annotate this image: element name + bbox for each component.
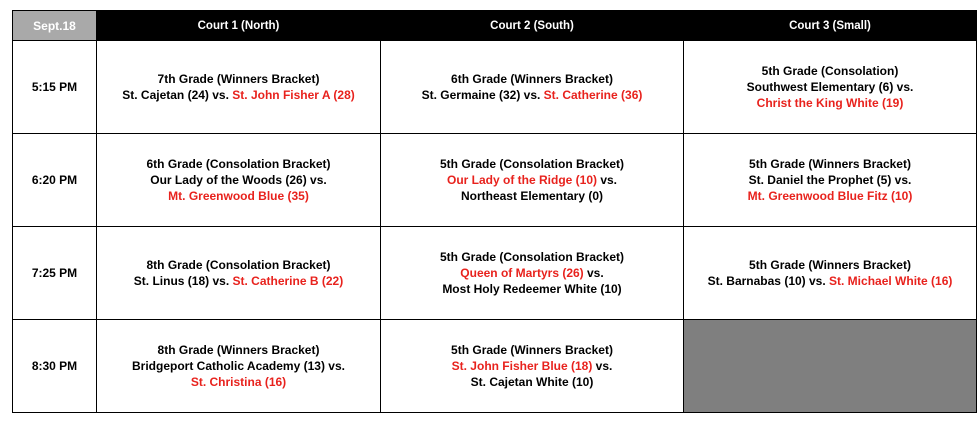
game-text: 8th Grade (Winners Bracket)	[157, 343, 320, 357]
game-line	[385, 342, 679, 358]
game-cell	[381, 227, 684, 320]
game-line	[101, 87, 376, 103]
game-line	[101, 71, 376, 87]
header-row	[13, 11, 977, 41]
game-text: St. Cajetan (24) vs.	[122, 88, 233, 102]
winner-team: St. Christina (16)	[190, 375, 287, 389]
winner-team: Our Lady of the Ridge (10)	[446, 173, 597, 187]
game-line	[688, 273, 972, 289]
table-row	[13, 320, 977, 413]
game-cell	[381, 134, 684, 227]
game-line	[385, 358, 679, 374]
time-cell: 7:25 PM	[13, 227, 97, 320]
game-line	[688, 156, 972, 172]
game-text: St. Linus (18) vs.	[133, 274, 233, 288]
court-header: Court 3 (Small)	[684, 11, 977, 41]
game-cell	[97, 41, 381, 134]
winner-team: St. Michael White (16)	[829, 274, 953, 288]
winner-team: Mt. Greenwood Blue (35)	[168, 189, 309, 203]
game-text: 8th Grade (Consolation Bracket)	[146, 258, 331, 272]
winner-team: St. John Fisher Blue (18)	[451, 359, 593, 373]
game-cell	[97, 320, 381, 413]
game-cell	[684, 41, 977, 134]
game-cell	[684, 227, 977, 320]
game-text: St. Cajetan White (10)	[470, 375, 594, 389]
game-line	[101, 172, 376, 188]
game-line	[688, 95, 972, 111]
game-line	[101, 374, 376, 390]
game-line	[101, 257, 376, 273]
game-cell	[684, 134, 977, 227]
game-line	[688, 257, 972, 273]
time-cell: 5:15 PM	[13, 41, 97, 134]
game-text: vs.	[592, 359, 613, 373]
winner-team: Mt. Greenwood Blue Fitz (10)	[747, 189, 913, 203]
game-line	[385, 71, 679, 87]
game-cell	[97, 227, 381, 320]
game-line	[101, 342, 376, 358]
time-cell: 6:20 PM	[13, 134, 97, 227]
table-row	[13, 134, 977, 227]
game-line	[688, 172, 972, 188]
game-line	[385, 87, 679, 103]
game-text: Most Holy Redeemer White (10)	[442, 282, 622, 296]
game-cell	[381, 41, 684, 134]
game-line	[385, 188, 679, 204]
court-header: Court 2 (South)	[381, 11, 684, 41]
game-line	[688, 79, 972, 95]
game-cell	[97, 134, 381, 227]
game-line	[101, 156, 376, 172]
game-text: Our Lady of the Woods (26) vs.	[150, 173, 327, 187]
court-header: Court 1 (North)	[97, 11, 381, 41]
winner-team: St. John Fisher A (28)	[232, 88, 355, 102]
game-line	[101, 188, 376, 204]
game-text: 5th Grade (Consolation Bracket)	[439, 157, 625, 171]
game-text: vs.	[597, 173, 618, 187]
game-text: 5th Grade (Winners Bracket)	[451, 343, 613, 357]
game-line	[385, 374, 679, 390]
game-line	[385, 265, 679, 281]
winner-team: St. Catherine (36)	[543, 88, 643, 102]
game-line	[688, 188, 972, 204]
game-line	[385, 249, 679, 265]
game-text: St. Barnabas (10) vs.	[707, 274, 830, 288]
game-text: 5th Grade (Consolation)	[761, 64, 899, 78]
date-header: Sept.18	[13, 11, 97, 41]
game-text: 5th Grade (Winners Bracket)	[749, 258, 911, 272]
schedule-table	[12, 10, 977, 413]
game-text: 5th Grade (Consolation Bracket)	[439, 250, 625, 264]
game-text: St. Germaine (32) vs.	[421, 88, 544, 102]
game-text: 5th Grade (Winners Bracket)	[749, 157, 911, 171]
time-cell: 8:30 PM	[13, 320, 97, 413]
game-cell	[381, 320, 684, 413]
winner-team: Queen of Martyrs (26)	[460, 266, 584, 280]
winner-team: Christ the King White (19)	[756, 96, 904, 110]
game-text: St. Daniel the Prophet (5) vs.	[748, 173, 912, 187]
game-text: Bridgeport Catholic Academy (13) vs.	[132, 359, 345, 373]
game-line	[385, 172, 679, 188]
schedule-body	[13, 41, 977, 413]
game-text: Northeast Elementary (0)	[460, 189, 604, 203]
table-row	[13, 41, 977, 134]
game-line	[385, 156, 679, 172]
empty-cell	[684, 320, 977, 413]
game-text: 6th Grade (Winners Bracket)	[451, 72, 613, 86]
game-line	[101, 358, 376, 374]
winner-team: St. Catherine B (22)	[232, 274, 344, 288]
game-line	[688, 63, 972, 79]
game-text: 7th Grade (Winners Bracket)	[157, 72, 320, 86]
game-text: 6th Grade (Consolation Bracket)	[146, 157, 331, 171]
game-line	[385, 281, 679, 297]
game-text: Southwest Elementary (6) vs.	[746, 80, 914, 94]
table-row	[13, 227, 977, 320]
game-line	[101, 273, 376, 289]
game-text: vs.	[583, 266, 604, 280]
